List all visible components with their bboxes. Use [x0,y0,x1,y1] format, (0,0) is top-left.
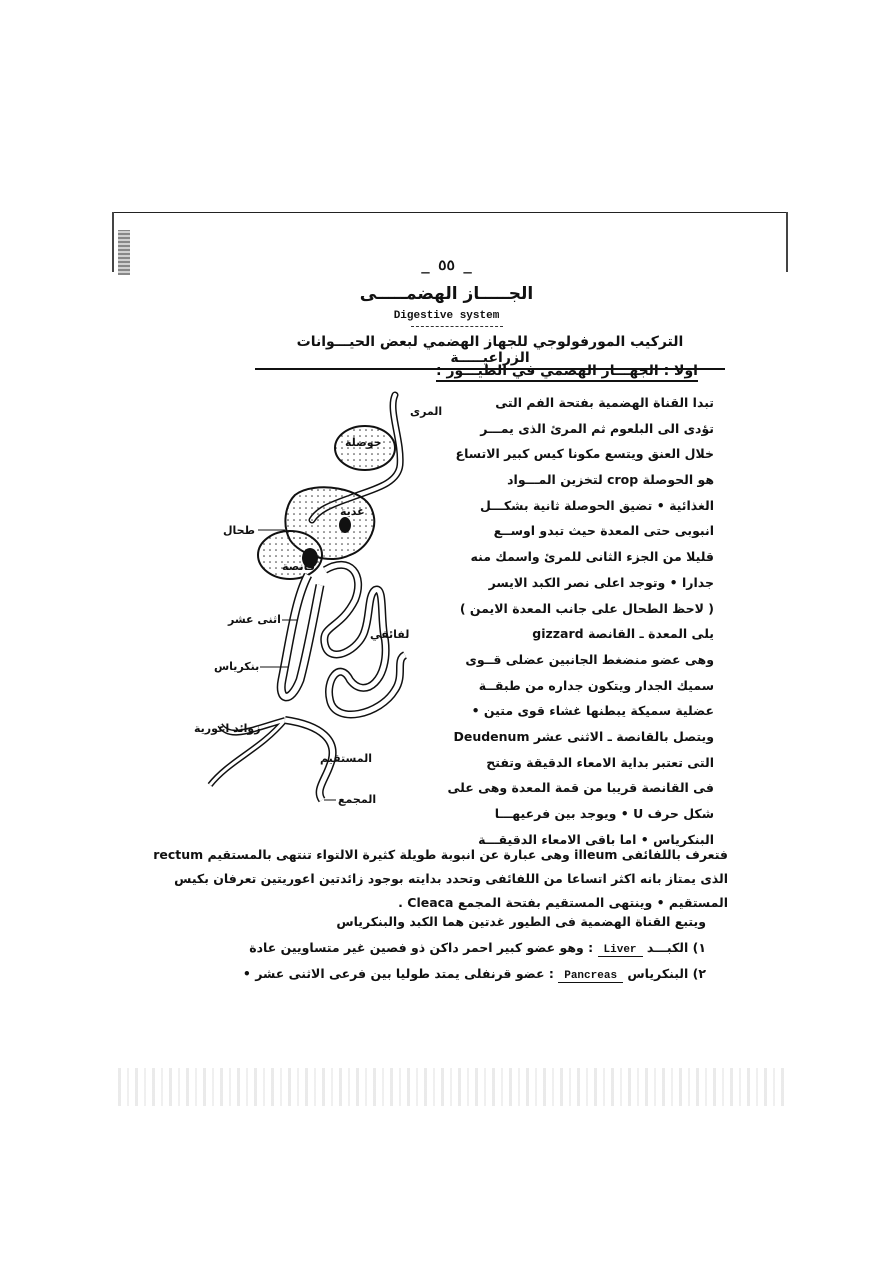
glands-intro: ويتبع القناة الهضمية فى الطيور غدتين هما الكبد والبنكرياس [336,914,706,929]
text-line: جدارا • وتوجد اعلى نصر الكبد الايسر [488,574,714,590]
text-line: تؤدى الى البلعوم ثم المرئ الذى يمـــر [480,420,714,436]
text-line: سميك الجدار ويتكون جداره من طبقــة [478,677,714,693]
text-line: وهى عضو منضغط الجانبين عضلى قــوى [465,651,714,667]
text-line: ( لاحظ الطحال على جانب المعدة الايمن ) [459,600,714,616]
text-line: ويتصل بالقانصة ـ الاثنى عشر Deudenum [453,728,714,744]
label-caeca: زوائد اعورية [194,722,261,735]
label-cloaca: المجمع [338,793,377,806]
digestive-system-diagram [190,380,450,820]
text-line: تبدا القناة الهضمية بفتحة الفم التى [495,395,714,410]
subtitle: التركيب المورفولوجي للجهاز الهضمي لبعض الحيـــوانات الزراعيـــــة [255,334,725,370]
text-line: قليلا من الجزء الثانى للمرئ واسمك منه [470,549,714,565]
item-term-en: Liver [598,944,643,957]
list-item-liver [249,940,706,956]
label-crop: حوصلة [345,436,382,449]
item-term-ar: البنكرياس [627,966,689,981]
scan-noise-band [118,1068,788,1106]
text-line: الذى يمتاز بانه اكثر اتساعا من اللفائفى وتحدد بدايته بوجود زائدتين اعوريتين تعرفان بكيس [174,871,728,886]
page-frame-top [112,212,788,213]
label-gizzard: قانصة [282,560,315,573]
item-term-en: Pancreas [558,970,623,983]
label-ileum: لفائفي [370,628,410,641]
text-line: انبوبى حتى المعدة حيث تبدو اوســع [493,523,714,539]
page-title-english: Digestive system [393,310,500,322]
label-esophagus: المرى [410,405,443,418]
item-description: : وهو عضو كبير احمر داكن ذو فصين غير متساويين عادة [249,940,594,955]
text-line: المستقيم • وينتهى المستقيم بفتحة المجمع Cleaca . [398,895,728,910]
full-width-text [153,843,728,915]
item-term-ar: الكبـــد [646,940,689,955]
text-line: يلى المعدة ـ القانصة gizzard [532,626,714,642]
label-proventriculus: غدية [340,505,365,518]
text-line: فى القانصة قريبا من قمة المعدة وهى على [447,780,714,796]
label-duodenum: اثنى عشر [228,613,281,626]
text-line: هو الحوصلة crop لتخزين المـــواد [507,472,714,488]
text-line: خلال العنق ويتسع مكونا كيس كبير الاتساع [455,446,714,462]
page-number: _ ٥٥ _ [421,258,472,274]
right-column-text [442,390,714,852]
label-rectum: المستقيم [320,752,372,765]
list-item-pancreas [243,966,706,982]
text-line: فتعرف باللفائفى illeum وهى عبارة عن انبوبة طويلة كثيرة الالتواء تنتهى بالمستقيم rectum [153,847,728,862]
text-line: التى تعتبر بداية الامعاء الدقيقة وتفتح [486,754,714,770]
title-underline [411,326,503,327]
text-line: البنكرياس • اما باقى الامعاء الدقيقـــة [478,831,714,847]
item-number: ٢) [692,966,706,981]
item-description: : عضو قرنفلى يمتد طوليا بين فرعى الاثنى عشر • [242,966,554,981]
text-line: شكل حرف U • ويوجد بين فرعيهـــا [494,806,714,821]
item-number: ١) [692,940,706,955]
page-title: الجـــــاز الهضمـــــى [359,284,534,304]
text-line: الغذائية • تضيق الحوصلة ثانية بشكـــل [479,497,714,513]
label-pancreas: بنكرياس [214,660,260,673]
section-heading: اولا : الجهـــاز الهضمي في الطيـــور : [436,363,698,382]
text-line: عضلية سميكة يبطنها غشاء قوى متين • [471,703,714,719]
label-spleen: طحال [223,524,255,537]
